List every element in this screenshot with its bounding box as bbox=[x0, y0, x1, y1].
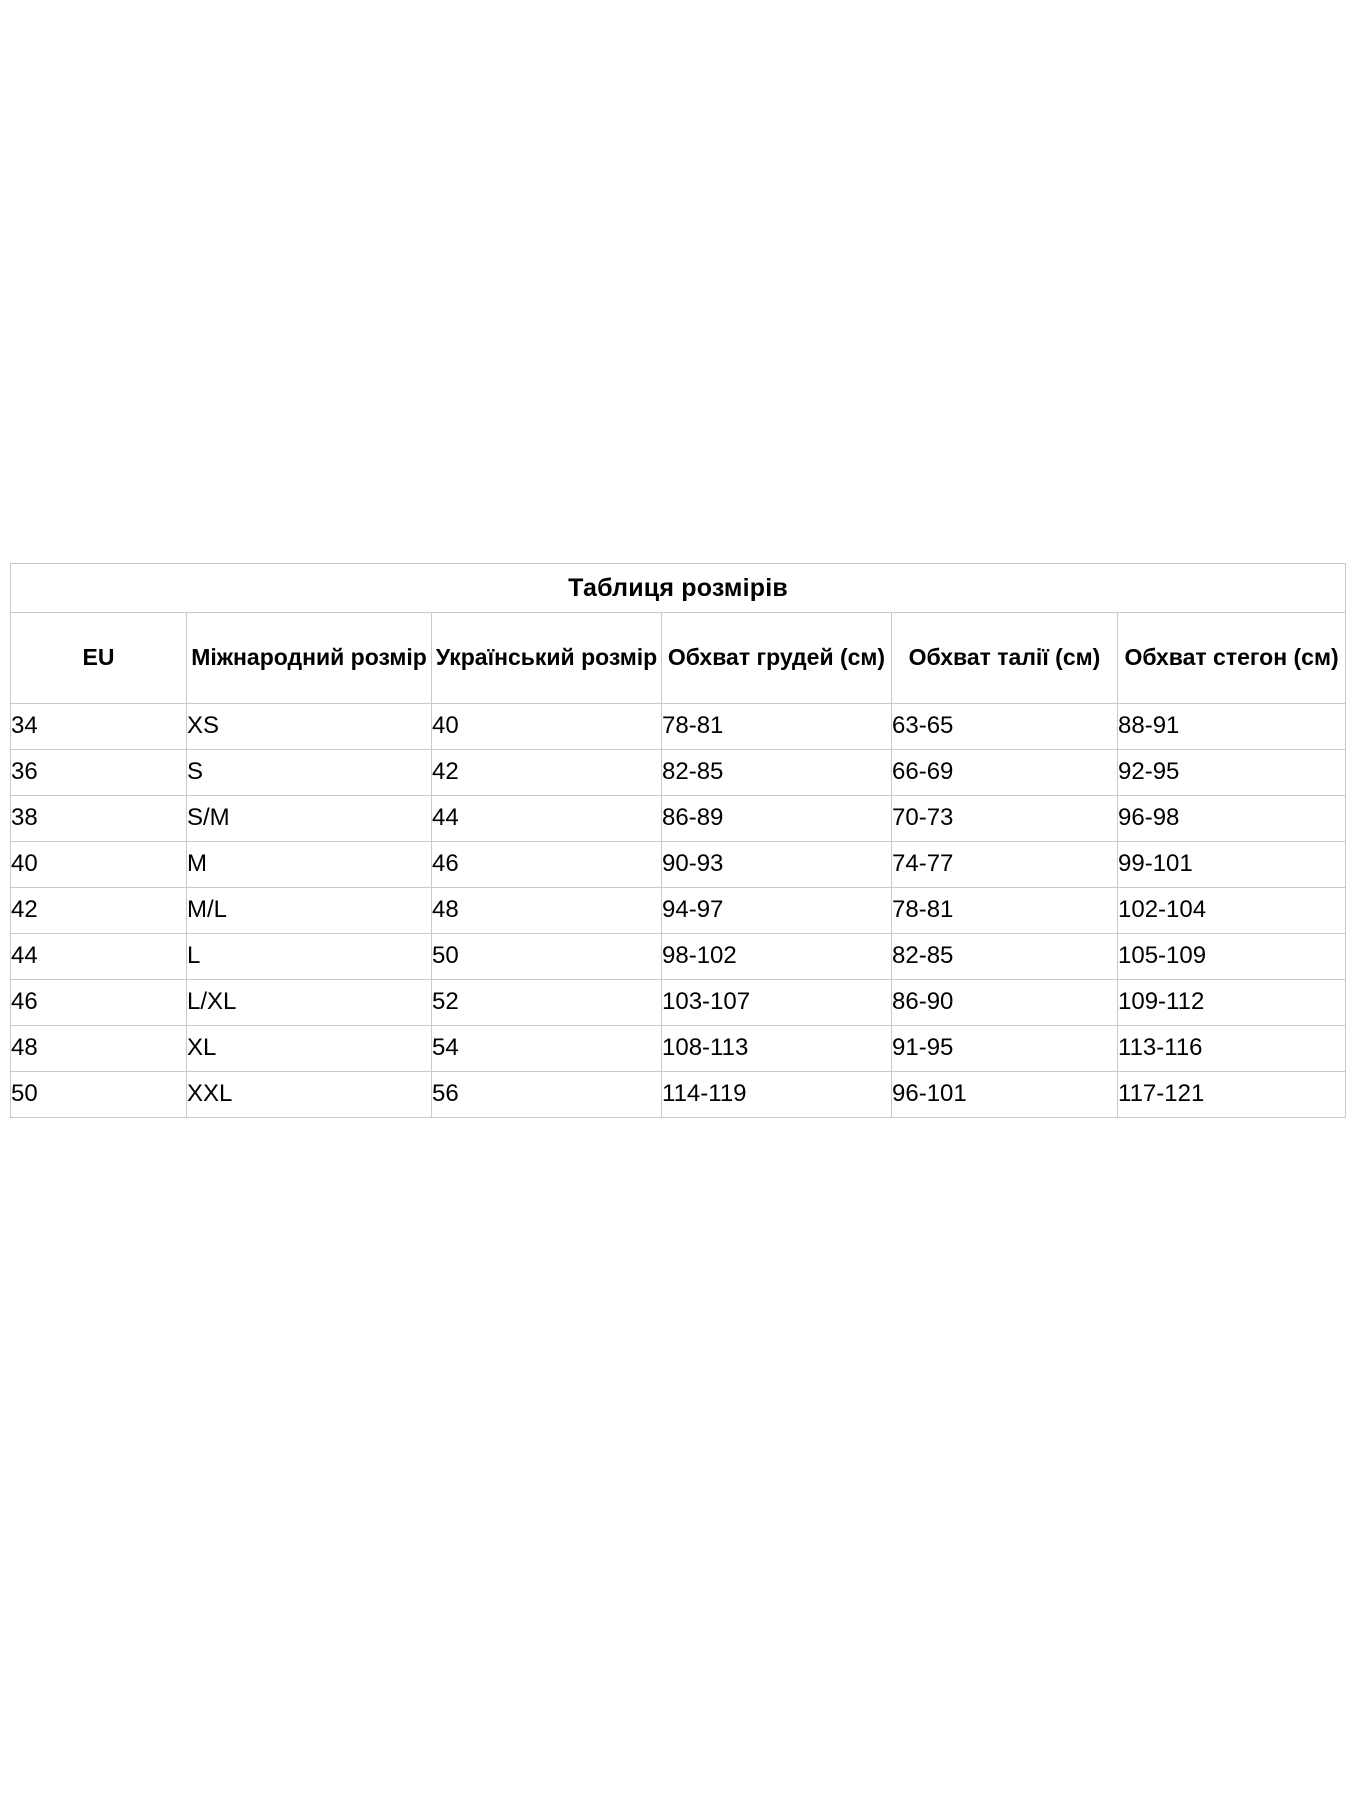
table-row bbox=[11, 842, 1346, 888]
cell-hips: 117-121 bbox=[1118, 1072, 1346, 1118]
cell-international: M bbox=[187, 842, 432, 888]
table-row bbox=[11, 980, 1346, 1026]
cell-waist: 66-69 bbox=[892, 750, 1118, 796]
cell-international: S bbox=[187, 750, 432, 796]
size-chart-container bbox=[10, 563, 1345, 1118]
cell-eu: 48 bbox=[11, 1026, 187, 1072]
column-header-eu: EU bbox=[11, 613, 187, 704]
cell-eu: 34 bbox=[11, 704, 187, 750]
cell-waist: 78-81 bbox=[892, 888, 1118, 934]
cell-eu: 50 bbox=[11, 1072, 187, 1118]
cell-eu: 40 bbox=[11, 842, 187, 888]
table-row bbox=[11, 888, 1346, 934]
cell-chest: 78-81 bbox=[662, 704, 892, 750]
cell-waist: 74-77 bbox=[892, 842, 1118, 888]
table-row bbox=[11, 750, 1346, 796]
cell-chest: 114-119 bbox=[662, 1072, 892, 1118]
cell-eu: 38 bbox=[11, 796, 187, 842]
cell-hips: 113-116 bbox=[1118, 1026, 1346, 1072]
cell-ukrainian: 42 bbox=[432, 750, 662, 796]
cell-chest: 86-89 bbox=[662, 796, 892, 842]
cell-waist: 82-85 bbox=[892, 934, 1118, 980]
cell-hips: 102-104 bbox=[1118, 888, 1346, 934]
cell-ukrainian: 54 bbox=[432, 1026, 662, 1072]
column-header-hips: Обхват стегон (см) bbox=[1118, 613, 1346, 704]
column-header-ukrainian-size: Український розмір bbox=[432, 613, 662, 704]
table-row bbox=[11, 1072, 1346, 1118]
column-header-international-size: Міжнародний розмір bbox=[187, 613, 432, 704]
cell-ukrainian: 40 bbox=[432, 704, 662, 750]
cell-ukrainian: 46 bbox=[432, 842, 662, 888]
table-row bbox=[11, 934, 1346, 980]
table-row bbox=[11, 796, 1346, 842]
cell-eu: 44 bbox=[11, 934, 187, 980]
cell-ukrainian: 52 bbox=[432, 980, 662, 1026]
cell-hips: 92-95 bbox=[1118, 750, 1346, 796]
cell-hips: 99-101 bbox=[1118, 842, 1346, 888]
cell-international: XL bbox=[187, 1026, 432, 1072]
cell-chest: 82-85 bbox=[662, 750, 892, 796]
cell-chest: 90-93 bbox=[662, 842, 892, 888]
cell-waist: 70-73 bbox=[892, 796, 1118, 842]
cell-hips: 96-98 bbox=[1118, 796, 1346, 842]
cell-waist: 86-90 bbox=[892, 980, 1118, 1026]
cell-international: M/L bbox=[187, 888, 432, 934]
cell-international: XXL bbox=[187, 1072, 432, 1118]
cell-waist: 63-65 bbox=[892, 704, 1118, 750]
cell-international: L bbox=[187, 934, 432, 980]
cell-international: XS bbox=[187, 704, 432, 750]
cell-chest: 94-97 bbox=[662, 888, 892, 934]
cell-eu: 46 bbox=[11, 980, 187, 1026]
cell-eu: 36 bbox=[11, 750, 187, 796]
cell-hips: 109-112 bbox=[1118, 980, 1346, 1026]
table-caption-row bbox=[11, 564, 1346, 613]
column-header-chest: Обхват грудей (см) bbox=[662, 613, 892, 704]
cell-eu: 42 bbox=[11, 888, 187, 934]
cell-chest: 103-107 bbox=[662, 980, 892, 1026]
cell-hips: 105-109 bbox=[1118, 934, 1346, 980]
table-row bbox=[11, 1026, 1346, 1072]
cell-hips: 88-91 bbox=[1118, 704, 1346, 750]
cell-ukrainian: 56 bbox=[432, 1072, 662, 1118]
column-header-waist: Обхват талії (см) bbox=[892, 613, 1118, 704]
table-header-row bbox=[11, 613, 1346, 704]
cell-ukrainian: 48 bbox=[432, 888, 662, 934]
table-row bbox=[11, 704, 1346, 750]
cell-ukrainian: 44 bbox=[432, 796, 662, 842]
cell-waist: 96-101 bbox=[892, 1072, 1118, 1118]
size-chart-table bbox=[10, 563, 1346, 1118]
cell-international: L/XL bbox=[187, 980, 432, 1026]
cell-chest: 108-113 bbox=[662, 1026, 892, 1072]
cell-chest: 98-102 bbox=[662, 934, 892, 980]
cell-waist: 91-95 bbox=[892, 1026, 1118, 1072]
cell-ukrainian: 50 bbox=[432, 934, 662, 980]
table-caption: Таблиця розмірів bbox=[11, 564, 1346, 613]
cell-international: S/M bbox=[187, 796, 432, 842]
